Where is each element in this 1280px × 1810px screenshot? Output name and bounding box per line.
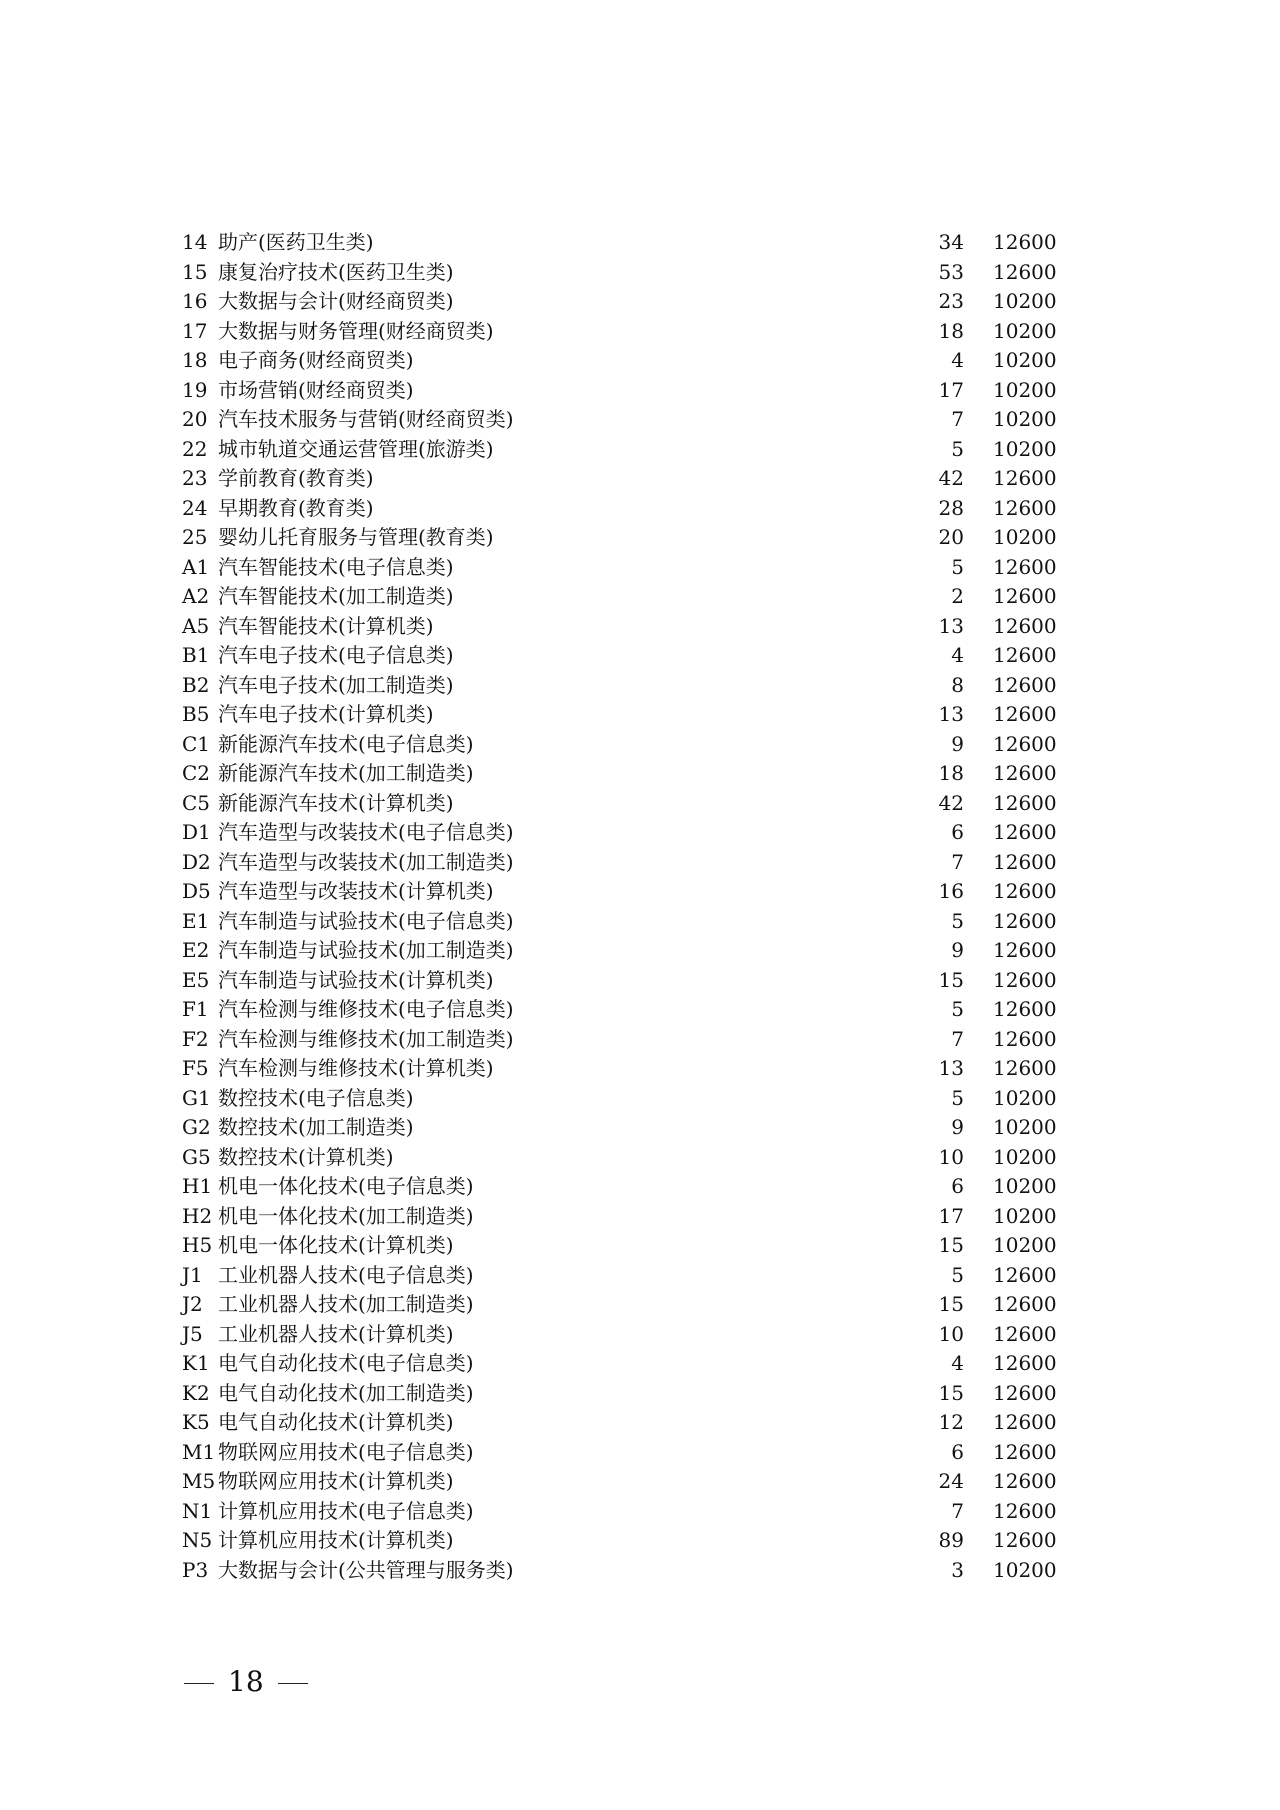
- tuition-fee: 12600: [993, 1056, 1057, 1080]
- tuition-fee: 10200: [993, 348, 1057, 372]
- program-code: M1: [182, 1439, 216, 1464]
- program-name: 汽车电子技术(计算机类): [218, 702, 434, 726]
- table-row: [0, 494, 1280, 524]
- program-name: 汽车电子技术(加工制造类): [218, 672, 454, 697]
- program-code: G1: [182, 1085, 211, 1110]
- program-name: 数控技术(加工制造类): [218, 1115, 414, 1139]
- program-code: 18: [182, 348, 208, 372]
- table-row: [0, 612, 1280, 642]
- program-code: P3: [182, 1557, 209, 1582]
- enrollment-count: 53: [938, 259, 964, 284]
- program-code: A5: [182, 613, 210, 638]
- enrollment-count: 42: [938, 466, 964, 490]
- program-name: 早期教育(教育类): [218, 495, 374, 520]
- enrollment-count: 12: [938, 1410, 964, 1434]
- program-code: K2: [182, 1380, 210, 1405]
- table-row: [0, 405, 1280, 435]
- enrollment-count: 15: [938, 1292, 964, 1316]
- table-row: [0, 1231, 1280, 1261]
- tuition-fee: 12600: [993, 495, 1057, 520]
- tuition-fee: 12600: [993, 230, 1057, 254]
- program-code: K5: [182, 1410, 210, 1434]
- program-name: 工业机器人技术(加工制造类): [218, 1292, 474, 1316]
- program-code: G5: [182, 1144, 211, 1169]
- tuition-fee: 12600: [993, 1498, 1057, 1523]
- program-code: 17: [182, 318, 208, 343]
- enrollment-count: 6: [951, 1174, 964, 1198]
- program-name: 数控技术(计算机类): [218, 1144, 394, 1169]
- enrollment-count: 4: [951, 1351, 964, 1375]
- tuition-fee: 10200: [993, 318, 1057, 343]
- table-row: [0, 1408, 1280, 1438]
- table-row: [0, 1556, 1280, 1586]
- footer-dash-right: [278, 1683, 308, 1684]
- enrollment-count: 89: [938, 1528, 964, 1552]
- tuition-fee: 12600: [993, 731, 1057, 756]
- program-code: C1: [182, 731, 211, 756]
- table-row: [0, 759, 1280, 789]
- enrollment-count: 9: [951, 1115, 964, 1139]
- table-row: [0, 1379, 1280, 1409]
- program-name: 工业机器人技术(电子信息类): [218, 1262, 474, 1287]
- enrollment-count: 5: [951, 554, 964, 579]
- program-name: 计算机应用技术(电子信息类): [218, 1498, 474, 1523]
- program-name: 新能源汽车技术(电子信息类): [218, 731, 474, 756]
- program-code: 22: [182, 436, 208, 461]
- program-name: 汽车检测与维修技术(电子信息类): [218, 997, 514, 1021]
- program-name: 汽车智能技术(加工制造类): [218, 584, 454, 608]
- program-code: B5: [182, 702, 210, 726]
- table-row: [0, 1261, 1280, 1291]
- tuition-fee: 10200: [993, 1144, 1057, 1169]
- program-name: 电气自动化技术(电子信息类): [218, 1351, 474, 1375]
- tuition-fee: 12600: [993, 1528, 1057, 1552]
- enrollment-count: 24: [938, 1469, 964, 1493]
- table-row: [0, 818, 1280, 848]
- enrollment-count: 5: [951, 1262, 964, 1287]
- program-name: 工业机器人技术(计算机类): [218, 1321, 454, 1346]
- tuition-fee: 12600: [993, 820, 1057, 844]
- enrollment-count: 28: [938, 495, 964, 520]
- tuition-fee: 12600: [993, 761, 1057, 785]
- program-code: G2: [182, 1115, 211, 1139]
- page-number: 18: [228, 1665, 264, 1698]
- tuition-fee: 10200: [993, 1203, 1057, 1228]
- enrollment-count: 9: [951, 731, 964, 756]
- table-row: [0, 789, 1280, 819]
- table-row: [0, 1025, 1280, 1055]
- table-row: [0, 258, 1280, 288]
- program-code: 24: [182, 495, 208, 520]
- tuition-fee: 10200: [993, 289, 1057, 313]
- program-name: 城市轨道交通运营管理(旅游类): [218, 436, 494, 461]
- tuition-fee: 12600: [993, 1292, 1057, 1316]
- program-code: H2: [182, 1203, 213, 1228]
- program-code: J2: [182, 1292, 203, 1316]
- tuition-fee: 12600: [993, 908, 1057, 933]
- tuition-fee: 12600: [993, 849, 1057, 874]
- tuition-fee: 12600: [993, 879, 1057, 903]
- tuition-fee: 12600: [993, 1321, 1057, 1346]
- enrollment-count: 2: [951, 584, 964, 608]
- program-code: J1: [182, 1262, 203, 1287]
- enrollment-count: 9: [951, 938, 964, 962]
- tuition-fee: 10200: [993, 407, 1057, 431]
- enrollment-count: 3: [951, 1557, 964, 1582]
- program-name: 汽车造型与改装技术(电子信息类): [218, 820, 514, 844]
- program-name: 汽车电子技术(电子信息类): [218, 643, 454, 667]
- program-code: D1: [182, 820, 211, 844]
- program-name: 电气自动化技术(加工制造类): [218, 1380, 474, 1405]
- program-name: 新能源汽车技术(加工制造类): [218, 761, 474, 785]
- table-row: [0, 1438, 1280, 1468]
- program-name: 物联网应用技术(电子信息类): [218, 1439, 474, 1464]
- table-row: [0, 523, 1280, 553]
- program-name: 大数据与会计(财经商贸类): [218, 289, 454, 313]
- program-code: 19: [182, 377, 208, 402]
- enrollment-count: 7: [951, 1026, 964, 1051]
- enrollment-count: 13: [938, 702, 964, 726]
- tuition-fee: 10200: [993, 436, 1057, 461]
- enrollment-count: 16: [938, 879, 964, 903]
- program-name: 大数据与会计(公共管理与服务类): [218, 1557, 514, 1582]
- program-code: A2: [182, 584, 210, 608]
- program-name: 汽车技术服务与营销(财经商贸类): [218, 407, 514, 431]
- program-code: 25: [182, 525, 208, 549]
- program-code: A1: [182, 554, 210, 579]
- tuition-fee: 12600: [993, 643, 1057, 667]
- program-name: 新能源汽车技术(计算机类): [218, 790, 454, 815]
- enrollment-count: 5: [951, 908, 964, 933]
- tuition-fee: 12600: [993, 259, 1057, 284]
- program-code: M5: [182, 1469, 216, 1493]
- program-code: E2: [182, 938, 210, 962]
- program-name: 机电一体化技术(加工制造类): [218, 1203, 474, 1228]
- enrollment-count: 6: [951, 820, 964, 844]
- table-row: [0, 936, 1280, 966]
- program-name: 市场营销(财经商贸类): [218, 377, 414, 402]
- table-row: [0, 582, 1280, 612]
- table-row: [0, 464, 1280, 494]
- program-name: 汽车造型与改装技术(加工制造类): [218, 849, 514, 874]
- tuition-fee: 10200: [993, 377, 1057, 402]
- program-name: 数控技术(电子信息类): [218, 1085, 414, 1110]
- program-code: B2: [182, 672, 210, 697]
- enrollment-count: 5: [951, 436, 964, 461]
- enrollment-count: 8: [951, 672, 964, 697]
- table-row: [0, 1202, 1280, 1232]
- enrollment-count: 42: [938, 790, 964, 815]
- tuition-fee: 10200: [993, 1557, 1057, 1582]
- program-name: 助产(医药卫生类): [218, 230, 374, 254]
- table-row: [0, 1143, 1280, 1173]
- enrollment-count: 7: [951, 849, 964, 874]
- tuition-fee: 12600: [993, 1026, 1057, 1051]
- program-code: F2: [182, 1026, 209, 1051]
- table-row: [0, 730, 1280, 760]
- tuition-fee: 12600: [993, 584, 1057, 608]
- table-row: [0, 848, 1280, 878]
- program-code: H1: [182, 1174, 213, 1198]
- program-name: 汽车制造与试验技术(加工制造类): [218, 938, 514, 962]
- table-row: [0, 1526, 1280, 1556]
- program-code: C5: [182, 790, 211, 815]
- program-code: E1: [182, 908, 210, 933]
- table-row: [0, 317, 1280, 347]
- table-row: [0, 1497, 1280, 1527]
- table-row: [0, 435, 1280, 465]
- program-name: 汽车制造与试验技术(计算机类): [218, 967, 494, 992]
- enrollment-count: 23: [938, 289, 964, 313]
- table-row: [0, 700, 1280, 730]
- enrollment-count: 15: [938, 967, 964, 992]
- tuition-fee: 12600: [993, 554, 1057, 579]
- enrollment-count: 34: [938, 230, 964, 254]
- enrollment-count: 6: [951, 1439, 964, 1464]
- tuition-fee: 10200: [993, 1115, 1057, 1139]
- table-row: [0, 553, 1280, 583]
- table-row: [0, 1467, 1280, 1497]
- table-row: [0, 966, 1280, 996]
- program-code: D2: [182, 849, 211, 874]
- tuition-fee: 10200: [993, 1174, 1057, 1198]
- enrollment-count: 5: [951, 997, 964, 1021]
- enrollment-count: 13: [938, 1056, 964, 1080]
- tuition-fee: 12600: [993, 1380, 1057, 1405]
- table-row: [0, 346, 1280, 376]
- program-code: D5: [182, 879, 211, 903]
- program-code: 14: [182, 230, 208, 254]
- enrollment-count: 4: [951, 643, 964, 667]
- program-name: 汽车检测与维修技术(加工制造类): [218, 1026, 514, 1051]
- tuition-fee: 10200: [993, 525, 1057, 549]
- table-row: [0, 907, 1280, 937]
- enrollment-count: 10: [938, 1321, 964, 1346]
- tuition-fee: 12600: [993, 466, 1057, 490]
- program-code: F1: [182, 997, 209, 1021]
- enrollment-count: 4: [951, 348, 964, 372]
- tuition-fee: 10200: [993, 1233, 1057, 1257]
- program-code: C2: [182, 761, 211, 785]
- table-row: [0, 877, 1280, 907]
- tuition-fee: 12600: [993, 672, 1057, 697]
- tuition-fee: 12600: [993, 1262, 1057, 1287]
- program-code: F5: [182, 1056, 209, 1080]
- program-name: 汽车智能技术(电子信息类): [218, 554, 454, 579]
- tuition-fee: 12600: [993, 1469, 1057, 1493]
- program-name: 汽车智能技术(计算机类): [218, 613, 434, 638]
- enrollment-count: 18: [938, 318, 964, 343]
- program-code: J5: [182, 1321, 203, 1346]
- table-row: [0, 995, 1280, 1025]
- program-name: 物联网应用技术(计算机类): [218, 1469, 454, 1493]
- tuition-fee: 12600: [993, 997, 1057, 1021]
- program-name: 康复治疗技术(医药卫生类): [218, 259, 454, 284]
- table-row: [0, 671, 1280, 701]
- tuition-fee: 10200: [993, 1085, 1057, 1110]
- table-row: [0, 1320, 1280, 1350]
- tuition-fee: 12600: [993, 790, 1057, 815]
- program-code: 23: [182, 466, 208, 490]
- program-code: 16: [182, 289, 208, 313]
- table-row: [0, 228, 1280, 258]
- enrollment-count: 7: [951, 407, 964, 431]
- program-code: H5: [182, 1233, 213, 1257]
- table-row: [0, 1113, 1280, 1143]
- table-row: [0, 1084, 1280, 1114]
- enrollment-count: 20: [938, 525, 964, 549]
- program-name: 学前教育(教育类): [218, 466, 374, 490]
- program-name: 大数据与财务管理(财经商贸类): [218, 318, 494, 343]
- program-name: 机电一体化技术(计算机类): [218, 1233, 454, 1257]
- enrollment-count: 7: [951, 1498, 964, 1523]
- enrollment-count: 18: [938, 761, 964, 785]
- tuition-fee: 12600: [993, 1439, 1057, 1464]
- table-row: [0, 1172, 1280, 1202]
- program-code: 20: [182, 407, 208, 431]
- enrollment-count: 17: [938, 1203, 964, 1228]
- program-table: [0, 228, 1280, 1585]
- table-row: [0, 1349, 1280, 1379]
- program-code: N1: [182, 1498, 213, 1523]
- enrollment-count: 5: [951, 1085, 964, 1110]
- enrollment-count: 15: [938, 1233, 964, 1257]
- program-code: N5: [182, 1528, 213, 1552]
- enrollment-count: 17: [938, 377, 964, 402]
- program-code: K1: [182, 1351, 210, 1375]
- table-row: [0, 287, 1280, 317]
- enrollment-count: 10: [938, 1144, 964, 1169]
- tuition-fee: 12600: [993, 967, 1057, 992]
- program-code: 15: [182, 259, 208, 284]
- footer-dash-left: [184, 1683, 214, 1684]
- tuition-fee: 12600: [993, 702, 1057, 726]
- program-name: 计算机应用技术(计算机类): [218, 1528, 454, 1552]
- tuition-fee: 12600: [993, 1351, 1057, 1375]
- program-name: 汽车制造与试验技术(电子信息类): [218, 908, 514, 933]
- table-row: [0, 1290, 1280, 1320]
- program-name: 汽车检测与维修技术(计算机类): [218, 1056, 494, 1080]
- enrollment-count: 13: [938, 613, 964, 638]
- page-footer: [170, 1662, 322, 1702]
- tuition-fee: 12600: [993, 613, 1057, 638]
- tuition-fee: 12600: [993, 1410, 1057, 1434]
- program-name: 电气自动化技术(计算机类): [218, 1410, 454, 1434]
- program-code: E5: [182, 967, 210, 992]
- program-name: 机电一体化技术(电子信息类): [218, 1174, 474, 1198]
- table-row: [0, 1054, 1280, 1084]
- enrollment-count: 15: [938, 1380, 964, 1405]
- tuition-fee: 12600: [993, 938, 1057, 962]
- program-name: 婴幼儿托育服务与管理(教育类): [218, 525, 494, 549]
- table-row: [0, 641, 1280, 671]
- program-name: 汽车造型与改装技术(计算机类): [218, 879, 494, 903]
- program-code: B1: [182, 643, 210, 667]
- program-name: 电子商务(财经商贸类): [218, 348, 414, 372]
- table-row: [0, 376, 1280, 406]
